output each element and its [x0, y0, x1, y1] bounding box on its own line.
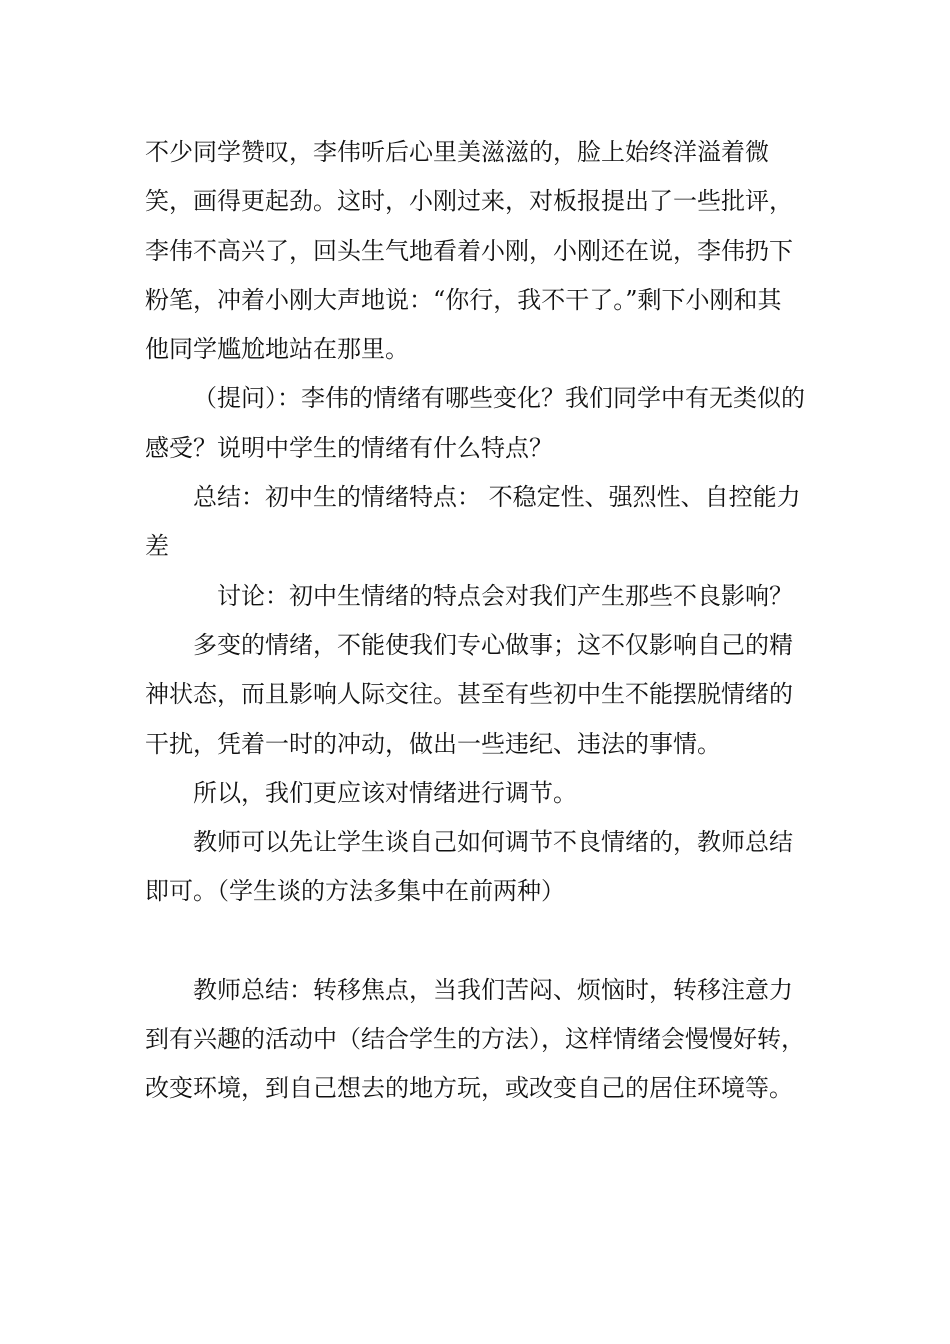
teacher-instruction-paragraph: 教师可以先让学生谈自己如何调节不良情绪的，教师总结即可。（学生谈的方法多集中在前两种） — [145, 828, 793, 906]
story-paragraph: 不少同学赞叹，李伟听后心里美滋滋的，脸上始终洋溢着微笑，画得更起劲。这时，小刚过来，对板报提出了一些批评，李伟不高兴了，回头生气地看着小刚，小刚还在说，李伟扔下粉笔，冲着小刚大声地说：“你行，我不干了。”剩下小刚和其他同学尴尬地站在那里。 — [145, 138, 793, 364]
blank-line — [145, 917, 805, 966]
summary-paragraph: 总结：初中生的情绪特点： 不稳定性、强烈性、自控能力差 — [145, 483, 801, 561]
conclusion-paragraph: 所以，我们更应该对情绪进行调节。 — [193, 778, 577, 807]
teacher-summary-paragraph: 教师总结：转移焦点，当我们苦闷、烦恼时，转移注意力到有兴趣的活动中（结合学生的方法），这样情绪会慢慢好转，改变环境，到自己想去的地方玩，或改变自己的居住环境等。 — [145, 975, 805, 1103]
discussion-paragraph: 讨论：初中生情绪的特点会对我们产生那些不良影响？ — [217, 581, 793, 610]
document-body — [145, 128, 805, 1114]
impact-paragraph: 多变的情绪，不能使我们专心做事；这不仅影响自己的精神状态，而且影响人际交往。甚至有些初中生不能摆脱情绪的干扰，凭着一时的冲动，做出一些违纪、违法的事情。 — [145, 630, 793, 758]
question-paragraph: （提问）：李伟的情绪有哪些变化？我们同学中有无类似的感受？说明中学生的情绪有什么特点？ — [145, 384, 805, 462]
